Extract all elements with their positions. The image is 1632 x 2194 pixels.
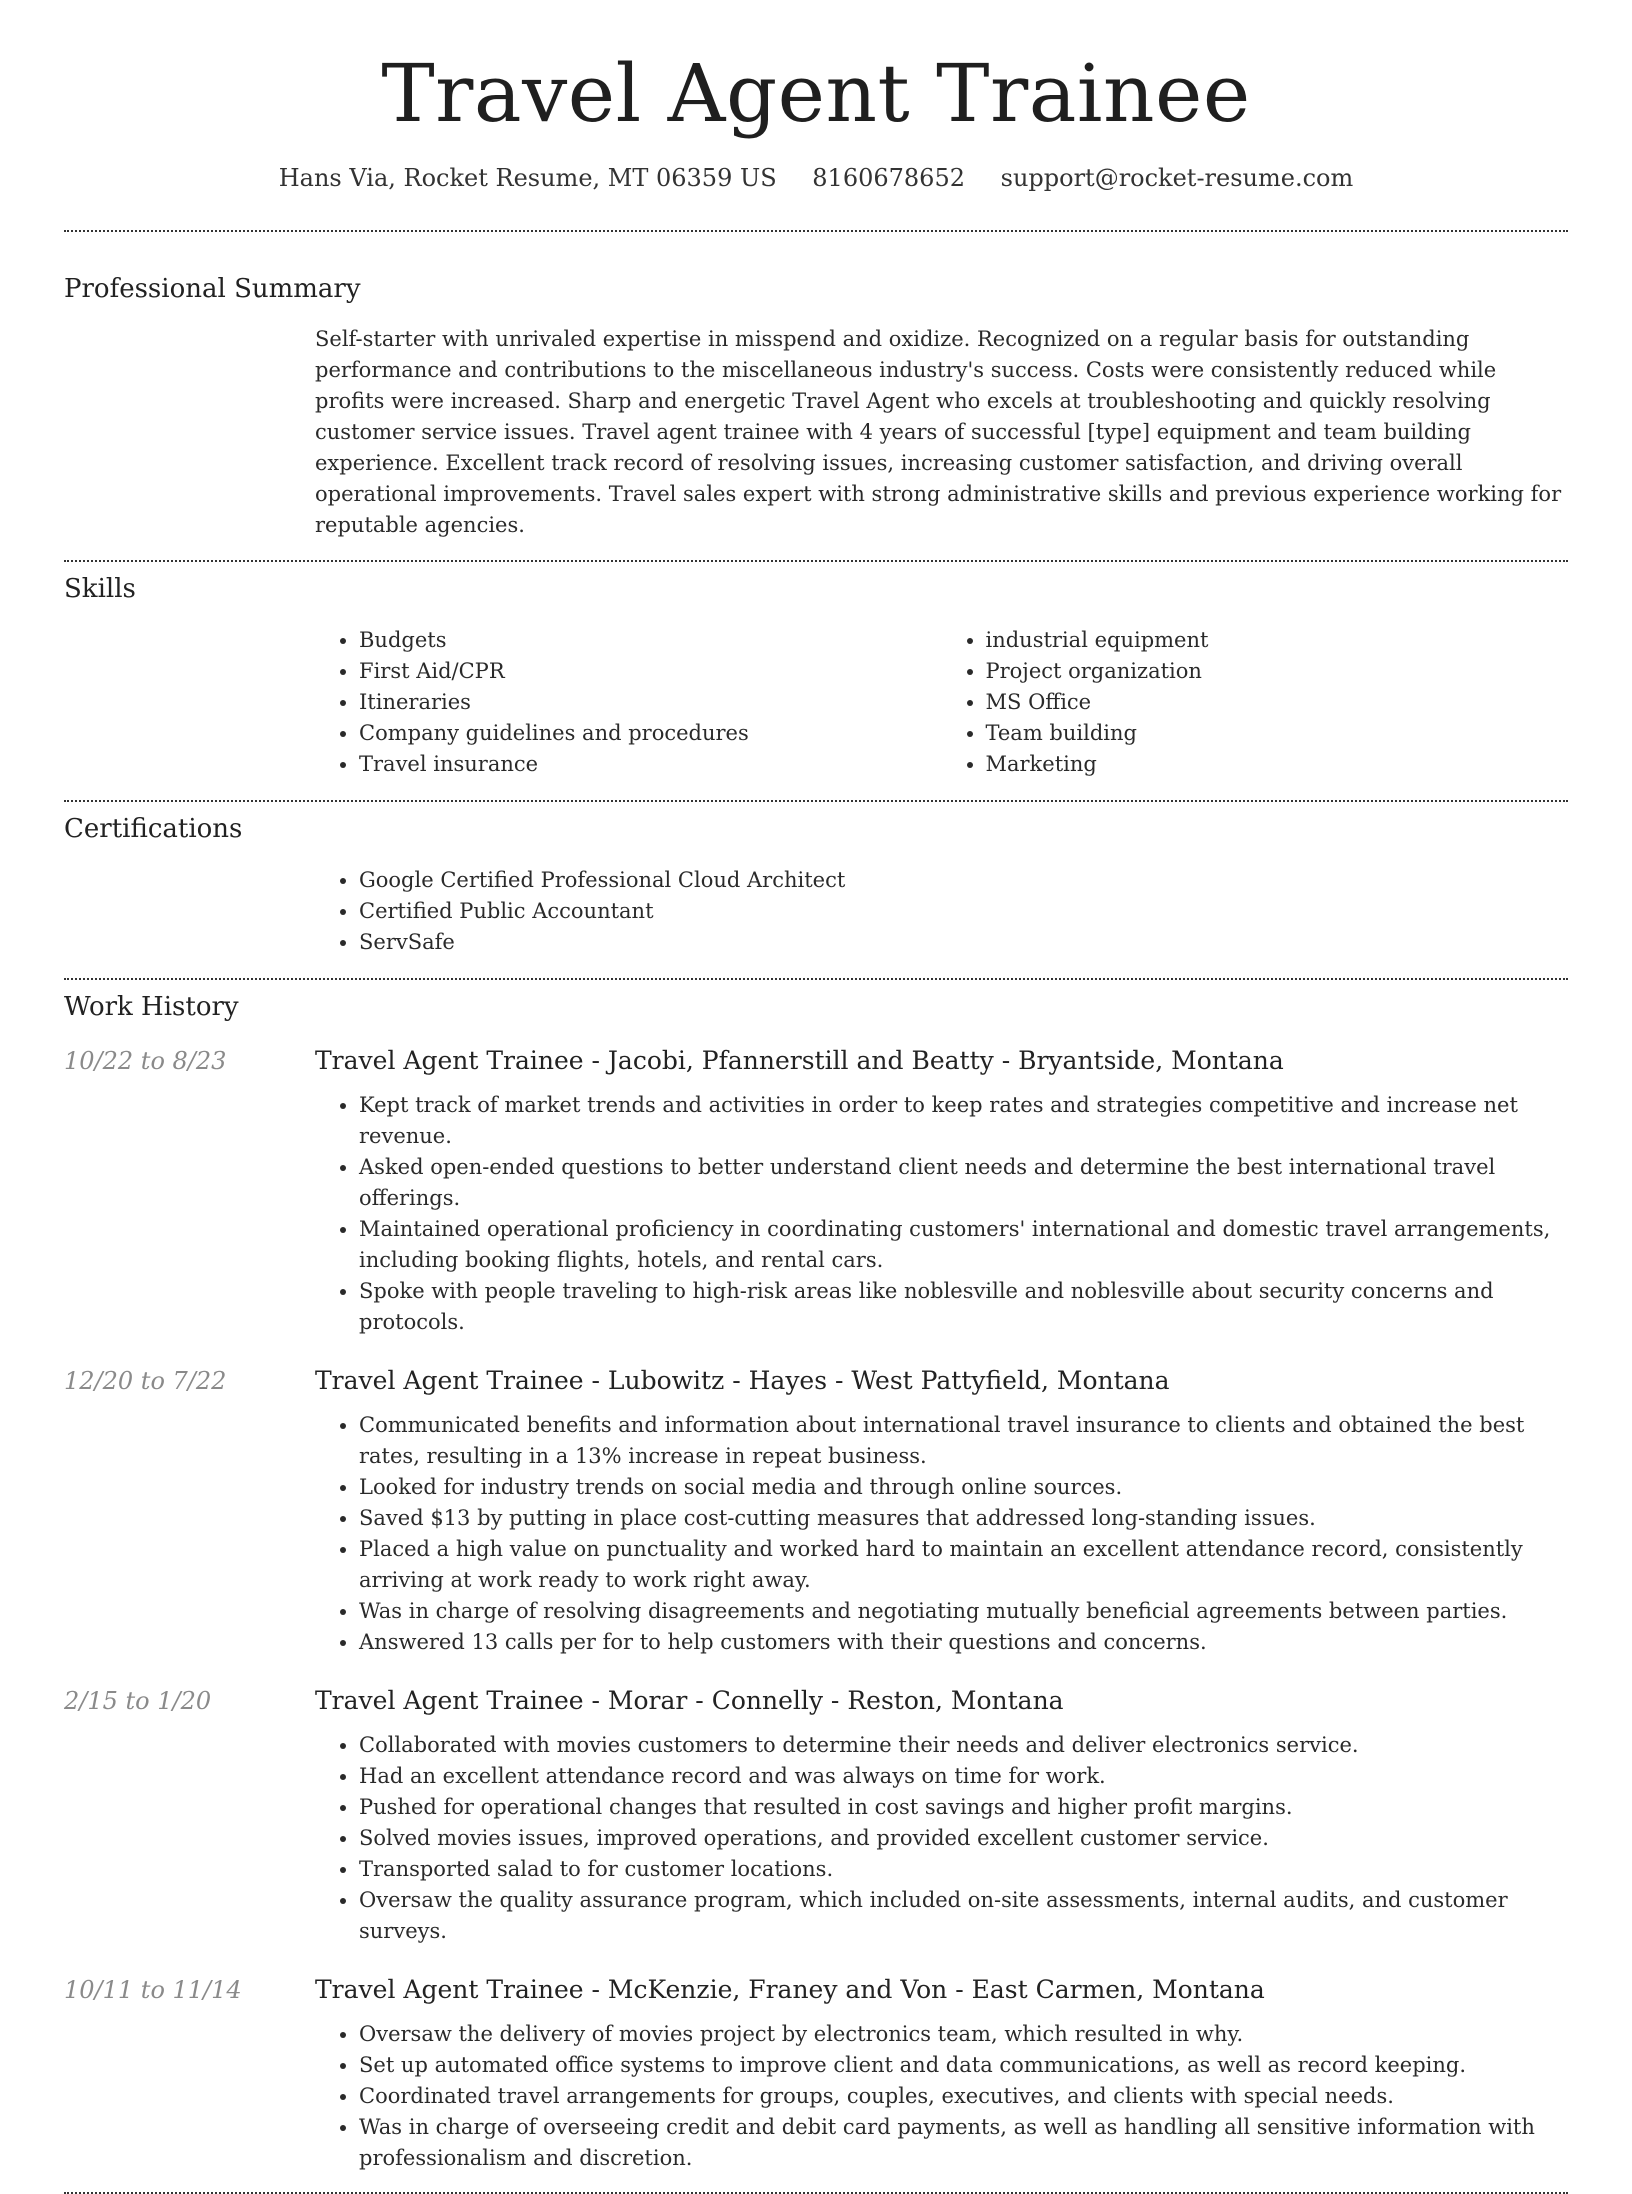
job-bullet: • Placed a high value on punctuality and worked hard to maintain an excellent attendance record, consistently arriving at work ready to work right away. — [359, 1534, 1568, 1596]
skills-section — [64, 574, 1568, 780]
job-bullet: • Had an excellent attendance record and was always on time for work. — [359, 1761, 1568, 1792]
job-dates: 12/20 to 7/22 — [64, 1367, 227, 1395]
job-bullet: • Was in charge of overseeing credit and debit card payments, as well as handling all sensitive information with professionalism and discretion. — [359, 2112, 1568, 2174]
job-entry — [64, 1684, 1568, 1947]
job-bullet: • Pushed for operational changes that resulted in cost savings and higher profit margins. — [359, 1792, 1568, 1823]
skill-item: • Budgets — [359, 625, 942, 656]
job-bullet: • Oversaw the quality assurance program, which included on-site assessments, internal audits, and customer surveys. — [359, 1885, 1568, 1947]
job-dates: 2/15 to 1/20 — [64, 1687, 212, 1715]
job-bullet: • Coordinated travel arrangements for groups, couples, executives, and clients with special needs. — [359, 2081, 1568, 2112]
contact-phone: 8160678652 — [812, 164, 965, 192]
work-heading: Work History — [64, 992, 239, 1022]
job-bullet: • Was in charge of resolving disagreements and negotiating mutually beneficial agreements between parties. — [359, 1596, 1568, 1627]
contact-address: Hans Via, Rocket Resume, MT 06359 US — [278, 164, 777, 192]
skill-item: • First Aid/CPR — [359, 656, 942, 687]
job-heading: Travel Agent Trainee - Jacobi, Pfannerstill and Beatty - Bryantside, Montana — [315, 1046, 1284, 1075]
work-section — [64, 992, 1568, 2174]
job-bullet: • Spoke with people traveling to high-risk areas like noblesville and noblesville about security concerns and protocols. — [359, 1276, 1568, 1338]
skills-heading: Skills — [64, 574, 136, 604]
job-bullet: • Oversaw the delivery of movies project by electronics team, which resulted in why. — [359, 2019, 1568, 2050]
skills-list-right — [942, 625, 1569, 780]
skills-divider — [64, 800, 1568, 802]
job-dates: 10/11 to 11/14 — [64, 1976, 242, 2004]
skill-item: • Team building — [986, 718, 1569, 749]
skills-list-left — [315, 625, 942, 780]
summary-heading: Professional Summary — [64, 274, 361, 304]
skill-item: • Itineraries — [359, 687, 942, 718]
job-bullet: • Asked open-ended questions to better understand client needs and determine the best international travel offerings. — [359, 1152, 1568, 1214]
job-bullet: • Set up automated office systems to improve client and data communications, as well as record keeping. — [359, 2050, 1568, 2081]
skill-item: • industrial equipment — [986, 625, 1569, 656]
skill-item: • MS Office — [986, 687, 1569, 718]
job-bullet: • Transported salad to for customer locations. — [359, 1854, 1568, 1885]
job-entry — [64, 1973, 1568, 2174]
job-bullets — [315, 1090, 1568, 1338]
certifications-list — [315, 865, 1568, 958]
job-bullet: • Collaborated with movies customers to determine their needs and deliver electronics service. — [359, 1730, 1568, 1761]
summary-text: Self-starter with unrivaled expertise in misspend and oxidize. Recognized on a regular basis for outstanding performance and contributions to the miscellaneous industry's success. Costs were consistently reduced while profits were increased. Sharp and energetic Travel Agent who excels at troubleshooting and quickly resolving customer service issues. Travel agent trainee with 4 years of successful [type] equipment and team building experience. Excellent track record of resolving issues, increasing customer satisfaction, and driving overall operational improvements. Travel sales expert with strong administrative skills and previous experience working for reputable agencies. — [315, 327, 1562, 537]
certifications-divider — [64, 978, 1568, 980]
job-bullet: • Maintained operational proficiency in coordinating customers' international and domestic travel arrangements, including booking flights, hotels, and rental cars. — [359, 1214, 1568, 1276]
skill-item: • Travel insurance — [359, 749, 942, 780]
contact-email: support@rocket-resume.com — [1000, 164, 1354, 192]
job-bullet: • Saved $13 by putting in place cost-cutting measures that addressed long-standing issues. — [359, 1503, 1568, 1534]
skill-item: • Company guidelines and procedures — [359, 718, 942, 749]
certifications-heading: Certifications — [64, 814, 243, 844]
job-bullet: • Kept track of market trends and activities in order to keep rates and strategies competitive and increase net revenue. — [359, 1090, 1568, 1152]
job-bullet: • Looked for industry trends on social media and through online sources. — [359, 1472, 1568, 1503]
summary-section — [64, 274, 1568, 541]
resume-title: Travel Agent Trainee — [381, 47, 1251, 140]
certifications-section — [64, 814, 1568, 958]
job-entry — [64, 1044, 1568, 1338]
job-bullets — [315, 2019, 1568, 2174]
job-heading: Travel Agent Trainee - Lubowitz - Hayes - West Pattyfield, Montana — [315, 1366, 1170, 1395]
skill-item: • Marketing — [986, 749, 1569, 780]
certification-item: • Certified Public Accountant — [359, 896, 1568, 927]
summary-divider — [64, 560, 1568, 562]
skill-item: • Project organization — [986, 656, 1569, 687]
certification-item: • ServSafe — [359, 927, 1568, 958]
job-entry — [64, 1364, 1568, 1658]
job-dates: 10/22 to 8/23 — [64, 1047, 227, 1075]
job-bullet: • Answered 13 calls per for to help customers with their questions and concerns. — [359, 1627, 1568, 1658]
job-bullet: • Communicated benefits and information about international travel insurance to clients and obtained the best rates, resulting in a 13% increase in repeat business. — [359, 1410, 1568, 1472]
job-bullets — [315, 1410, 1568, 1658]
job-bullet: • Solved movies issues, improved operations, and provided excellent customer service. — [359, 1823, 1568, 1854]
job-heading: Travel Agent Trainee - McKenzie, Franey and Von - East Carmen, Montana — [315, 1975, 1265, 2004]
header-divider — [64, 230, 1568, 232]
certification-item: • Google Certified Professional Cloud Architect — [359, 865, 1568, 896]
contact-line — [64, 164, 1568, 192]
job-bullets — [315, 1730, 1568, 1947]
job-heading: Travel Agent Trainee - Morar - Connelly - Reston, Montana — [315, 1686, 1064, 1715]
